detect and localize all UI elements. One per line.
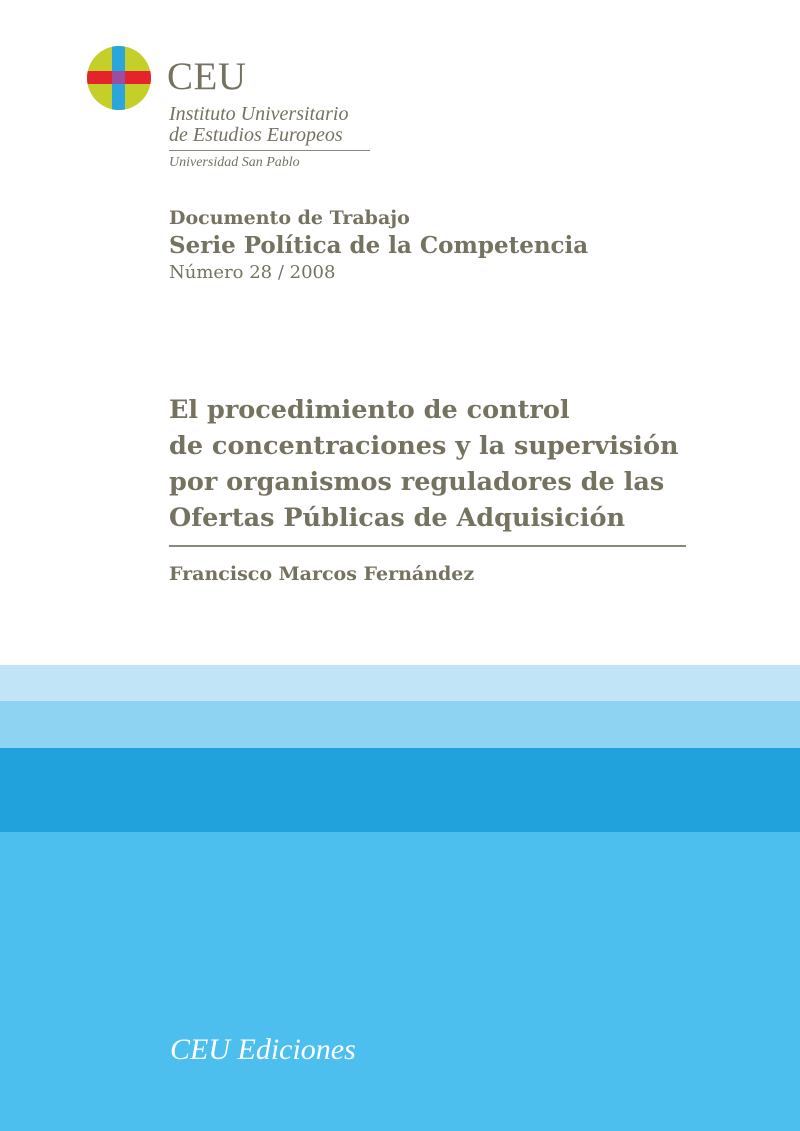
title-line-4: Ofertas Públicas de Adquisición <box>169 503 625 533</box>
issue-number: Número 28 / 2008 <box>169 262 336 283</box>
blue-band-3 <box>0 748 800 832</box>
series-block <box>169 205 588 285</box>
institute-name <box>169 104 348 146</box>
institute-line-1: Instituto Universitario <box>169 103 349 125</box>
logo-divider <box>169 150 370 151</box>
title-divider <box>169 545 686 547</box>
university-name: Universidad San Pablo <box>169 155 300 170</box>
blue-band-2 <box>0 701 800 748</box>
blue-band-1 <box>0 665 800 701</box>
blue-band-4 <box>0 832 800 1131</box>
title-line-1: El procedimiento de control <box>169 395 570 425</box>
ceu-logo-icon <box>86 45 152 111</box>
title-line-2: de concentraciones y la supervisión <box>169 431 679 461</box>
author-name: Francisco Marcos Fernández <box>169 563 475 585</box>
institute-line-2: de Estudios Europeos <box>169 124 343 146</box>
publisher-name: CEU Ediciones <box>170 1033 356 1066</box>
document-title <box>169 392 709 536</box>
series-name: Serie Política de la Competencia <box>169 232 589 259</box>
document-type: Documento de Trabajo <box>169 207 410 229</box>
brand-name: CEU <box>167 55 247 98</box>
title-line-3: por organismos reguladores de las <box>169 467 665 497</box>
